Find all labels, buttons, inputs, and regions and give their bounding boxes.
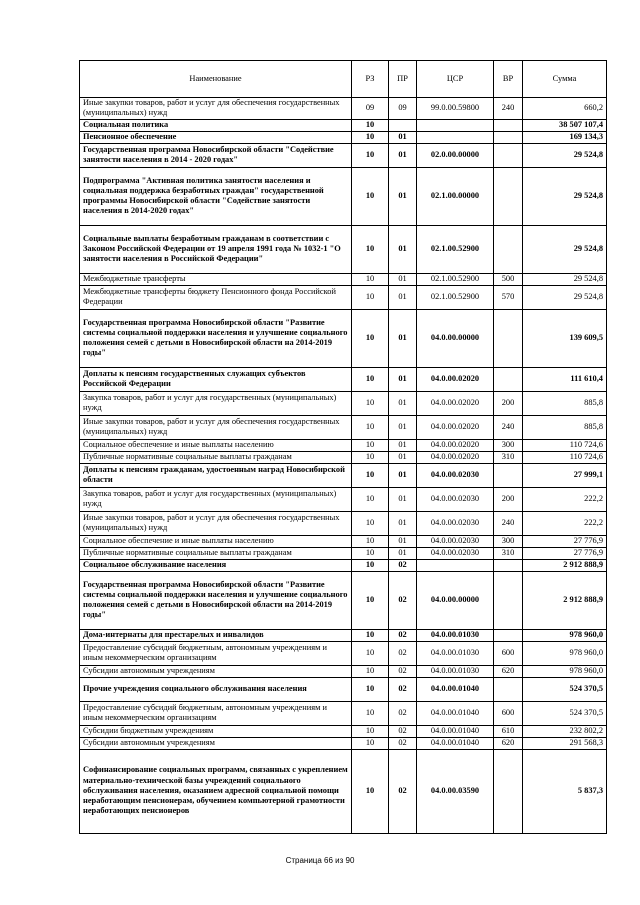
row-pr: 02: [389, 571, 417, 629]
row-sum: 169 134,3: [523, 131, 607, 143]
table-row: [80, 391, 607, 415]
row-pr: 01: [389, 285, 417, 309]
row-pr: 02: [389, 559, 417, 571]
row-vr: 620: [494, 665, 523, 677]
row-sum: 291 568,3: [523, 737, 607, 749]
table-row: [80, 225, 607, 273]
row-pr: 01: [389, 463, 417, 487]
table-row: [80, 665, 607, 677]
row-csr: 04.0.00.01030: [417, 641, 494, 665]
row-pr: 02: [389, 665, 417, 677]
row-csr: 04.0.00.00000: [417, 571, 494, 629]
table-row: [80, 535, 607, 547]
table-body: [80, 98, 607, 834]
row-name: Публичные нормативные социальные выплаты гражданам: [80, 547, 352, 559]
row-rz: 10: [352, 167, 389, 225]
row-vr: 620: [494, 737, 523, 749]
header-rz: РЗ: [352, 61, 389, 98]
row-pr: 02: [389, 737, 417, 749]
row-csr: 04.0.00.01030: [417, 629, 494, 641]
row-name: Иные закупки товаров, работ и услуг для обеспечения государственных (муниципальных) нужд: [80, 511, 352, 535]
row-rz: 10: [352, 559, 389, 571]
row-rz: 10: [352, 367, 389, 391]
row-name: Иные закупки товаров, работ и услуг для обеспечения государственных (муниципальных) нужд: [80, 98, 352, 120]
row-csr: 99.0.00.59800: [417, 98, 494, 120]
row-vr: [494, 629, 523, 641]
row-sum: 232 802,2: [523, 725, 607, 737]
row-vr: 600: [494, 701, 523, 725]
row-rz: 10: [352, 225, 389, 273]
row-sum: 978 960,0: [523, 665, 607, 677]
row-pr: 01: [389, 167, 417, 225]
table-row: [80, 119, 607, 131]
table-row: [80, 131, 607, 143]
table-row: [80, 511, 607, 535]
row-sum: 29 524,8: [523, 167, 607, 225]
row-name: Субсидии автономным учреждениям: [80, 737, 352, 749]
table-row: [80, 629, 607, 641]
row-rz: 10: [352, 285, 389, 309]
row-csr: 02.1.00.00000: [417, 167, 494, 225]
row-rz: 10: [352, 309, 389, 367]
row-sum: 2 912 888,9: [523, 559, 607, 571]
row-name: Государственная программа Новосибирской области "Развитие системы социальной поддержки населения и улучшение социального положения семей с детьми в Новосибирской области на 2014-2019 годы": [80, 309, 352, 367]
row-pr: 01: [389, 367, 417, 391]
row-vr: 610: [494, 725, 523, 737]
row-csr: 04.0.00.02020: [417, 439, 494, 451]
header-sum: Сумма: [523, 61, 607, 98]
row-name: Социальная политика: [80, 119, 352, 131]
row-vr: 200: [494, 487, 523, 511]
row-pr: 01: [389, 309, 417, 367]
row-vr: [494, 143, 523, 167]
row-csr: 04.0.00.01040: [417, 725, 494, 737]
table-row: [80, 749, 607, 833]
row-pr: 02: [389, 725, 417, 737]
row-rz: 10: [352, 143, 389, 167]
row-vr: 600: [494, 641, 523, 665]
table-row: [80, 309, 607, 367]
row-vr: 240: [494, 98, 523, 120]
table-row: [80, 167, 607, 225]
row-sum: 978 960,0: [523, 629, 607, 641]
row-vr: [494, 309, 523, 367]
row-rz: 10: [352, 749, 389, 833]
row-sum: 38 507 107,4: [523, 119, 607, 131]
row-sum: 29 524,8: [523, 273, 607, 285]
row-pr: 01: [389, 535, 417, 547]
row-sum: 524 370,5: [523, 677, 607, 701]
row-pr: 02: [389, 701, 417, 725]
row-vr: [494, 225, 523, 273]
row-vr: 570: [494, 285, 523, 309]
row-pr: 09: [389, 98, 417, 120]
row-csr: 02.1.00.52900: [417, 273, 494, 285]
row-rz: 10: [352, 677, 389, 701]
row-vr: 310: [494, 547, 523, 559]
row-sum: 885,8: [523, 391, 607, 415]
row-rz: 10: [352, 391, 389, 415]
row-vr: [494, 167, 523, 225]
row-sum: 110 724,6: [523, 439, 607, 451]
row-pr: 01: [389, 415, 417, 439]
row-sum: 29 524,8: [523, 143, 607, 167]
row-csr: [417, 131, 494, 143]
row-name: Субсидии бюджетным учреждениям: [80, 725, 352, 737]
row-pr: 01: [389, 225, 417, 273]
row-rz: 10: [352, 451, 389, 463]
row-sum: 139 609,5: [523, 309, 607, 367]
row-pr: 01: [389, 143, 417, 167]
table-row: [80, 98, 607, 120]
row-rz: 10: [352, 701, 389, 725]
table-row: [80, 439, 607, 451]
row-name: Закупка товаров, работ и услуг для государственных (муниципальных) нужд: [80, 391, 352, 415]
row-vr: [494, 131, 523, 143]
row-sum: 29 524,8: [523, 285, 607, 309]
row-pr: 01: [389, 547, 417, 559]
row-vr: [494, 749, 523, 833]
row-vr: [494, 463, 523, 487]
row-name: Социальные выплаты безработным гражданам в соответствии с Законом Российской Федерации от 19 апреля 1991 года № 1032-1 "О занятости населения в Российской Федерации": [80, 225, 352, 273]
row-sum: 5 837,3: [523, 749, 607, 833]
row-name: Публичные нормативные социальные выплаты гражданам: [80, 451, 352, 463]
budget-table: [79, 60, 607, 834]
row-csr: 04.0.00.02030: [417, 547, 494, 559]
row-sum: 885,8: [523, 415, 607, 439]
row-sum: 110 724,6: [523, 451, 607, 463]
row-sum: 2 912 888,9: [523, 571, 607, 629]
header-pr: ПР: [389, 61, 417, 98]
row-csr: 04.0.00.01030: [417, 665, 494, 677]
row-name: Субсидии автономным учреждениям: [80, 665, 352, 677]
row-name: Пенсионное обеспечение: [80, 131, 352, 143]
row-vr: [494, 119, 523, 131]
row-csr: 04.0.00.02030: [417, 535, 494, 547]
row-name: Предоставление субсидий бюджетным, автономным учреждениям и иным некоммерческим организациям: [80, 641, 352, 665]
row-vr: 240: [494, 415, 523, 439]
table-header-row: [80, 61, 607, 98]
row-pr: 02: [389, 629, 417, 641]
row-pr: 01: [389, 487, 417, 511]
table-row: [80, 451, 607, 463]
row-name: Софинансирование социальных программ, связанных с укреплением материально-технической базы учреждений социального обслуживания населения, оказанием адресной социальной помощи неработающим пенсионерам, обучением компьютерной грамотности неработающих пенсионеров: [80, 749, 352, 833]
row-sum: 222,2: [523, 511, 607, 535]
row-csr: 02.1.00.52900: [417, 285, 494, 309]
table-row: [80, 725, 607, 737]
row-csr: 04.0.00.02030: [417, 463, 494, 487]
row-rz: 10: [352, 463, 389, 487]
row-sum: 27 999,1: [523, 463, 607, 487]
row-pr: [389, 119, 417, 131]
row-sum: 222,2: [523, 487, 607, 511]
row-vr: 240: [494, 511, 523, 535]
row-csr: 04.0.00.02030: [417, 487, 494, 511]
row-csr: [417, 119, 494, 131]
row-rz: 10: [352, 737, 389, 749]
row-rz: 10: [352, 535, 389, 547]
row-name: Межбюджетные трансферты бюджету Пенсионного фонда Российской Федерации: [80, 285, 352, 309]
row-sum: 27 776,9: [523, 535, 607, 547]
row-rz: 10: [352, 547, 389, 559]
row-rz: 10: [352, 665, 389, 677]
header-name: Наименование: [80, 61, 352, 98]
table-row: [80, 273, 607, 285]
row-name: Доплаты к пенсиям государственных служащих субъектов Российской Федерации: [80, 367, 352, 391]
row-vr: 200: [494, 391, 523, 415]
row-csr: 04.0.00.01040: [417, 737, 494, 749]
table-row: [80, 641, 607, 665]
row-pr: 01: [389, 391, 417, 415]
row-vr: 300: [494, 439, 523, 451]
row-rz: 10: [352, 511, 389, 535]
table-row: [80, 463, 607, 487]
row-pr: 02: [389, 641, 417, 665]
row-name: Государственная программа Новосибирской области "Содействие занятости населения в 2014 - 2020 годах": [80, 143, 352, 167]
row-name: Социальное обеспечение и иные выплаты населению: [80, 535, 352, 547]
row-pr: 01: [389, 511, 417, 535]
row-csr: 04.0.00.02020: [417, 415, 494, 439]
row-rz: 10: [352, 273, 389, 285]
row-sum: 660,2: [523, 98, 607, 120]
row-pr: 01: [389, 131, 417, 143]
row-rz: 10: [352, 641, 389, 665]
row-name: Предоставление субсидий бюджетным, автономным учреждениям и иным некоммерческим организациям: [80, 701, 352, 725]
row-csr: 04.0.00.02030: [417, 511, 494, 535]
row-csr: 04.0.00.02020: [417, 391, 494, 415]
row-pr: 02: [389, 677, 417, 701]
page-number: Страница 66 из 90: [285, 856, 355, 865]
row-sum: 111 610,4: [523, 367, 607, 391]
table-row: [80, 143, 607, 167]
row-name: Прочие учреждения социального обслуживания населения: [80, 677, 352, 701]
row-name: Доплаты к пенсиям гражданам, удостоенным наград Новосибирской области: [80, 463, 352, 487]
row-name: Социальное обеспечение и иные выплаты населению: [80, 439, 352, 451]
header-csr: ЦСР: [417, 61, 494, 98]
row-csr: 02.1.00.52900: [417, 225, 494, 273]
row-vr: 310: [494, 451, 523, 463]
row-csr: 04.0.00.01040: [417, 677, 494, 701]
row-sum: 524 370,5: [523, 701, 607, 725]
row-rz: 09: [352, 98, 389, 120]
row-sum: 29 524,8: [523, 225, 607, 273]
table-row: [80, 737, 607, 749]
header-vr: ВР: [494, 61, 523, 98]
row-rz: 10: [352, 131, 389, 143]
table-row: [80, 367, 607, 391]
row-csr: 04.0.00.02020: [417, 451, 494, 463]
row-csr: 04.0.00.02020: [417, 367, 494, 391]
row-rz: 10: [352, 439, 389, 451]
table-row: [80, 571, 607, 629]
row-vr: [494, 571, 523, 629]
row-pr: 02: [389, 749, 417, 833]
row-name: Дома-интернаты для престарелых и инвалидов: [80, 629, 352, 641]
row-pr: 01: [389, 451, 417, 463]
row-sum: 27 776,9: [523, 547, 607, 559]
table-row: [80, 547, 607, 559]
row-vr: 300: [494, 535, 523, 547]
row-rz: 10: [352, 119, 389, 131]
row-name: Государственная программа Новосибирской области "Развитие системы социальной поддержки населения и улучшение социального положения семей с детьми в Новосибирской области на 2014-2019 годы": [80, 571, 352, 629]
row-rz: 10: [352, 629, 389, 641]
row-csr: 04.0.00.01040: [417, 701, 494, 725]
row-rz: 10: [352, 415, 389, 439]
row-csr: 04.0.00.00000: [417, 309, 494, 367]
table-row: [80, 559, 607, 571]
row-rz: 10: [352, 571, 389, 629]
row-pr: 01: [389, 273, 417, 285]
row-csr: 02.0.00.00000: [417, 143, 494, 167]
row-name: Иные закупки товаров, работ и услуг для обеспечения государственных (муниципальных) нужд: [80, 415, 352, 439]
row-vr: [494, 559, 523, 571]
row-name: Закупка товаров, работ и услуг для государственных (муниципальных) нужд: [80, 487, 352, 511]
table-row: [80, 701, 607, 725]
row-name: Подпрограмма "Активная политика занятости населения и социальная поддержка безработных граждан" государственной программы Новосибирской области "Содействие занятости населения в 2014-2020 годах": [80, 167, 352, 225]
row-csr: 04.0.00.03590: [417, 749, 494, 833]
row-pr: 01: [389, 439, 417, 451]
row-vr: [494, 367, 523, 391]
row-sum: 978 960,0: [523, 641, 607, 665]
table-row: [80, 487, 607, 511]
row-rz: 10: [352, 725, 389, 737]
row-name: Социальное обслуживание населения: [80, 559, 352, 571]
table-row: [80, 415, 607, 439]
table-row: [80, 677, 607, 701]
row-rz: 10: [352, 487, 389, 511]
table-row: [80, 285, 607, 309]
row-vr: 500: [494, 273, 523, 285]
row-name: Межбюджетные трансферты: [80, 273, 352, 285]
row-vr: [494, 677, 523, 701]
row-csr: [417, 559, 494, 571]
